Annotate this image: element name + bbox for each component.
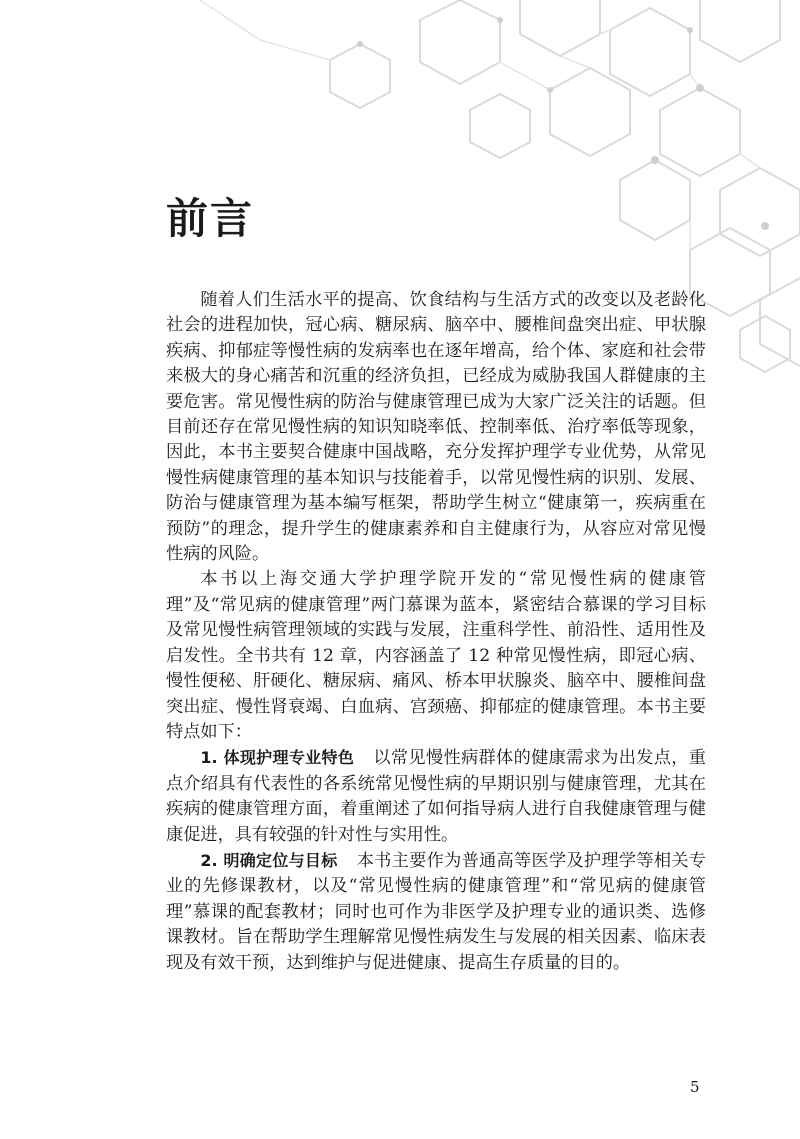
paragraph-1: 随着人们生活水平的提高、饮食结构与生活方式的改变以及老龄化社会的进程加快，冠心病、糖尿病、脑卒中、腰椎间盘突出症、甲状腺疾病、抑郁症等慢性病的发病率也在逐年增高，给个体、家庭和社会带来极大的身心痛苦和沉重的经济负担，已经成为威胁我国人群健康的主要危害。常见慢性病的防治与健康管理已成为大家广泛关注的话题。但目前还存在常见慢性病的知识知晓率低、控制率低、治疗率低等现象，因此，本书主要契合健康中国战略，充分发挥护理学专业优势，从常见慢性病健康管理的基本知识与技能着手，以常见慢性病的识别、发展、防治与健康管理为基本编写框架，帮助学生树立“健康第一，疾病重在预防”的理念，提升学生的健康素养和自主健康行为，从容应对常见慢性病的风险。 [166,290,706,565]
page-title: 前言 [166,194,255,243]
feature-heading-1: 1. 体现护理专业特色 [200,748,355,768]
feature-item-1 [166,745,706,848]
page-number: 5 [690,1078,700,1096]
feature-text-1: 以常见慢性病群体的健康需求为出发点，重点介绍具有代表性的各系统常见慢性病的早期识别与健康管理，尤其在疾病的健康管理方面，着重阐述了如何指导病人进行自我健康管理与健康促进，具有较强的针对性与实用性。 [166,748,706,845]
feature-text-2: 本书主要作为普通高等医学及护理学等相关专业的先修课教材，以及“常见慢性病的健康管理”和“常见病的健康管理”慕课的配套教材；同时也可作为非医学及护理专业的通识类、选修课教材。旨在帮助学生理解常见慢性病发生与发展的相关因素、临床表现及有效干预，达到维护与促进健康、提高生存质量的目的。 [166,850,706,973]
paragraph-2: 本书以上海交通大学护理学院开发的“常见慢性病的健康管理”及“常见病的健康管理”两门慕课为蓝本，紧密结合慕课的学习目标及常见慢性病管理领域的实践与发展，注重科学性、前沿性、适用性及启发性。全书共有 12 章，内容涵盖了 12 种常见慢性病，即冠心病、慢性便秘、肝硬化、糖尿病、痛风、桥本甲状腺炎、脑卒中、腰椎间盘突出症、慢性肾衰竭、白血病、宫颈癌、抑郁症的健康管理。本书主要特点如下： [166,569,706,742]
feature-heading-2: 2. 明确定位与目标 [200,850,338,870]
preface-body [166,288,706,976]
feature-item-2 [166,848,706,976]
